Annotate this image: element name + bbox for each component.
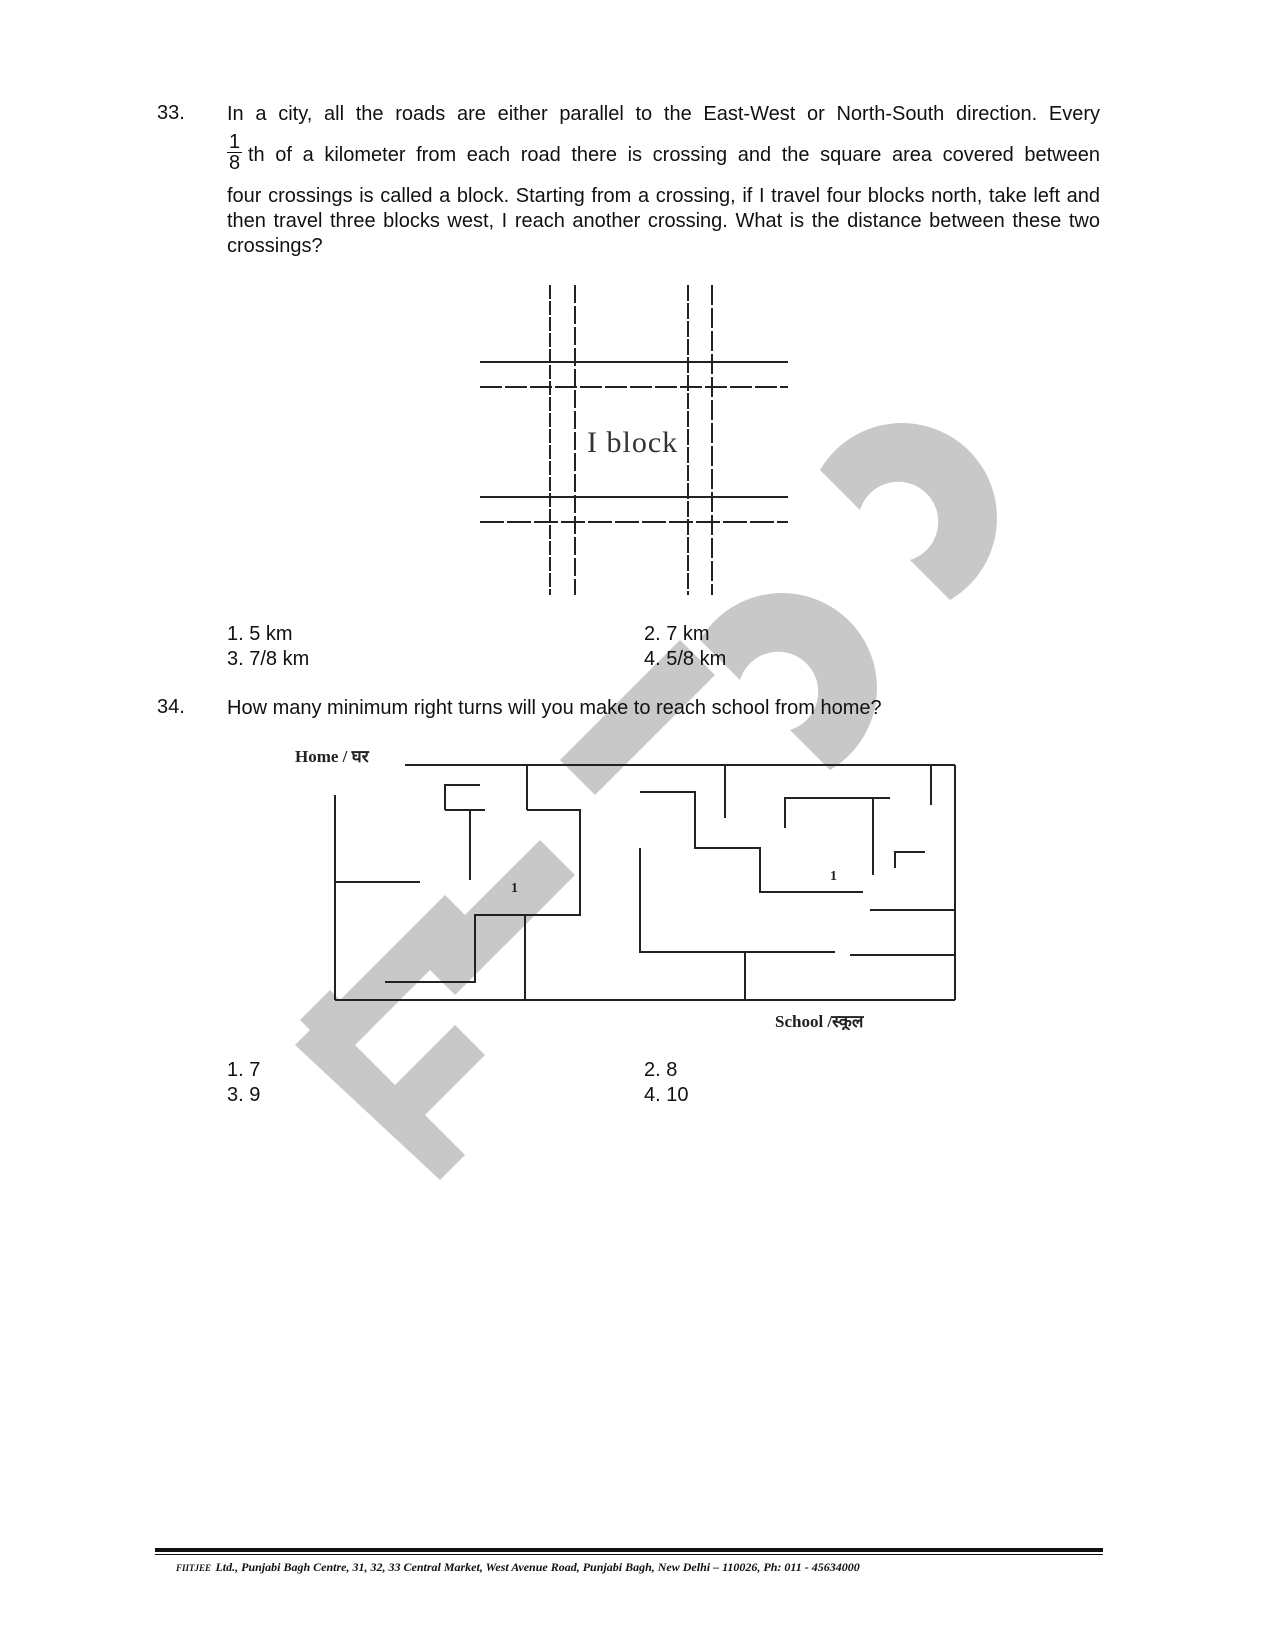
maze-wall [445, 785, 480, 810]
footer-logo: FIITJEE [176, 1563, 212, 1573]
question-33-rest: four crossings is called a block. Starting from a crossing, if I travel four blocks north, take left and then travel three blocks west, I reach another crossing. What is the distance between these two crossings? [227, 185, 1100, 257]
fraction-denominator: 8 [229, 152, 241, 174]
maze-wall [640, 848, 835, 952]
question-34-number: 34. [157, 696, 185, 718]
question-33-number: 33. [157, 102, 185, 124]
question-33-line1: In a city, all the roads are either parallel to the East-West or North-South direction. Every [227, 103, 1100, 125]
block-grid-figure [470, 285, 800, 600]
maze-wall [895, 852, 925, 868]
question-34-text: How many minimum right turns will you make to reach school from home? [227, 697, 882, 719]
q33-option-4: 4. 5/8 km [644, 648, 727, 670]
maze-wall [385, 810, 580, 982]
q33-option-3: 3. 7/8 km [227, 648, 310, 670]
footer-rule-thick [155, 1548, 1103, 1552]
footer-address: Ltd., Punjabi Bagh Centre, 31, 32, 33 Central Market, West Avenue Road, Punjabi Bagh, New Delhi – 110026, Ph: 011 - 45634000 [215, 1560, 860, 1574]
q34-option-2: 2. 8 [644, 1059, 678, 1081]
school-label: School /स्कूल [775, 1012, 864, 1030]
footer-rule-thin [155, 1554, 1103, 1555]
question-33-line2: th of a kilometer from each road there is crossing and the square area covered between [248, 144, 1100, 166]
q34-option-3: 3. 9 [227, 1084, 261, 1106]
q34-option-1: 1. 7 [227, 1059, 261, 1081]
maze-mark-1: 1 [511, 881, 518, 896]
q34-option-4: 4. 10 [644, 1084, 689, 1106]
block-label: I block [587, 426, 679, 459]
maze-figure [295, 740, 975, 1030]
home-label: Home / घर [295, 747, 369, 766]
q33-option-1: 1. 5 km [227, 623, 293, 645]
footer [176, 1558, 1106, 1576]
maze-wall [785, 798, 890, 828]
maze-mark-2: 1 [830, 869, 837, 884]
q33-option-2: 2. 7 km [644, 623, 710, 645]
fraction-one-eighth [227, 132, 242, 173]
fraction-numerator: 1 [229, 131, 241, 153]
